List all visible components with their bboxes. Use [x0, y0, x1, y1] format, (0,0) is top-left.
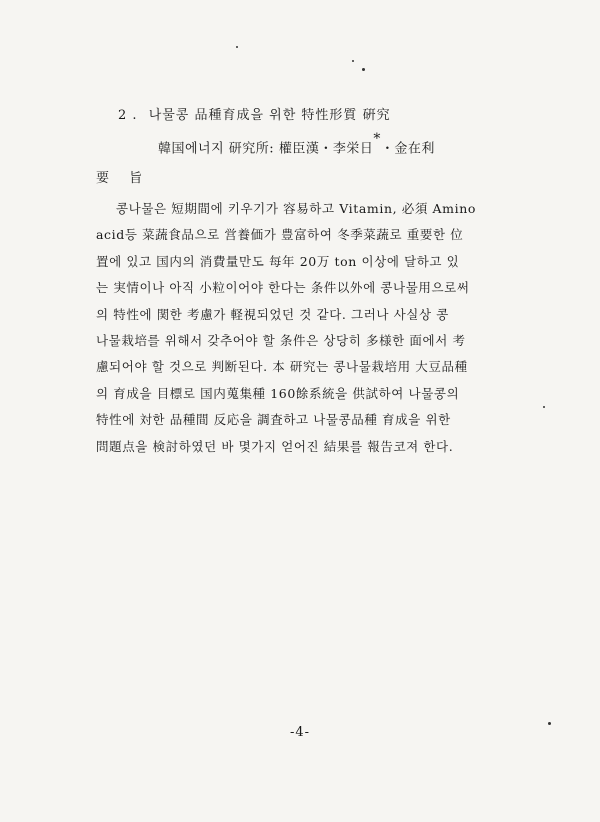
author-names-2: ・金在利: [380, 141, 435, 157]
scan-speck: [352, 60, 354, 62]
body-line: 는 実情이나 아직 小粒이어야 한다는 条件以外에 콩나물用으로써: [96, 280, 470, 296]
body-line: 慮되어야 할 것으로 判断된다. 本 研究는 콩나물栽培用 大豆品種: [96, 359, 468, 375]
page-number: -4-: [289, 725, 311, 740]
scan-speck: [362, 68, 365, 71]
body-line: 콩나물은 短期間에 키우기가 容易하고 Vitamin, 必須 Amino: [116, 201, 476, 216]
author-line: [158, 131, 435, 157]
body-line: 의 特性에 関한 考慮가 軽視되었던 것 같다. 그러나 사실상 콩: [96, 306, 449, 322]
body-line: 置에 있고 国内의 消費量만도 每年 20万 ton 이상에 달하고 있: [96, 253, 460, 269]
body-line: 特性에 対한 品種間 反応을 調査하고 나물콩品種 育成을 위한: [96, 412, 451, 428]
author-mark: *: [373, 131, 381, 147]
heading-number: 2 .: [118, 108, 138, 123]
body-line: acid등 菜蔬食品으로 営養価가 豊富하여 冬季菜蔬로 重要한 位: [96, 227, 464, 243]
scan-speck: [543, 406, 545, 408]
body-line: 나물栽培를 위해서 갖추어야 할 条件은 상당히 多様한 面에서 考: [96, 332, 466, 348]
institute-name: 韓国에너지 研究所:: [158, 141, 275, 157]
heading-title: 나물콩 品種育成을 위한 特性形質 硏究: [148, 108, 391, 123]
body-line: 問題点을 検討하였던 바 몇가지 얻어진 結果를 報告코져 한다.: [96, 438, 454, 454]
body-line: 의 育成을 目標로 国内蒐集種 160餘系統을 供試하여 나물콩의: [96, 385, 460, 401]
section-heading: [118, 104, 391, 123]
scan-speck: [548, 722, 551, 725]
abstract-label: 要 旨: [96, 171, 151, 186]
author-names-1: 權臣漢・李栄日: [278, 141, 374, 157]
abstract-body: [96, 196, 546, 460]
scan-speck: [236, 46, 238, 48]
